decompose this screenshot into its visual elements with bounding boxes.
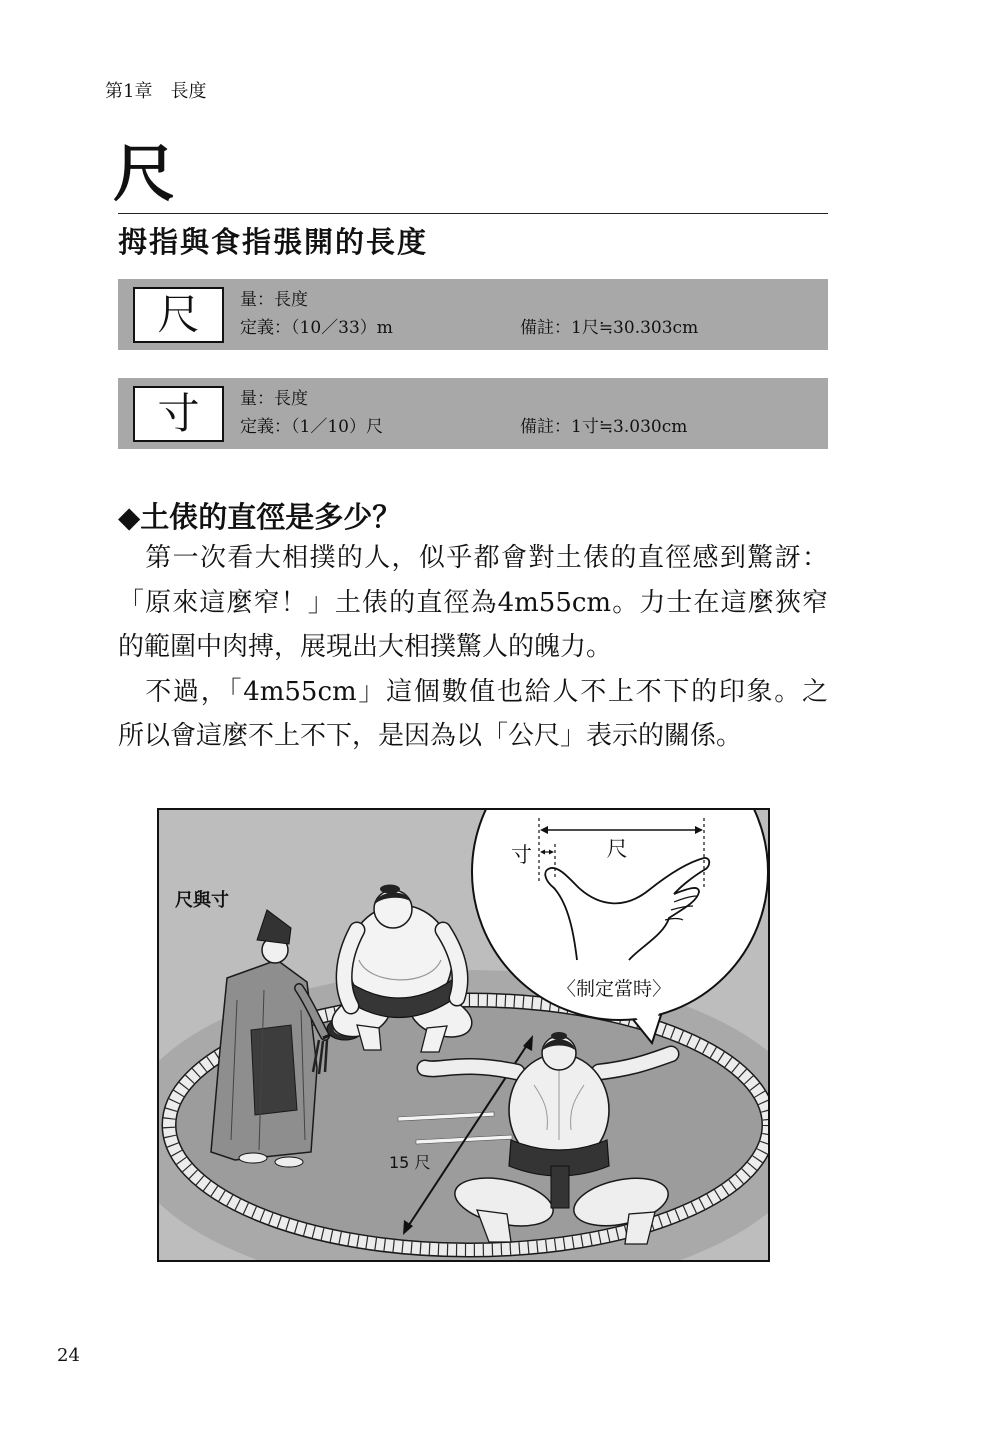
illustration-canvas <box>159 810 768 1260</box>
unit-note: 備註：1尺≒30.303cm <box>520 318 699 338</box>
unit-panel-shaku <box>118 279 828 350</box>
sumo-illustration <box>157 808 770 1262</box>
running-head: 第1章 長度 <box>105 81 207 102</box>
paragraph-line: 第一次看大相撲的人，似乎都會對土俵的直徑感到驚訝： <box>145 543 828 573</box>
diameter-label: 15 尺 <box>389 1153 431 1172</box>
shaku-label: 尺 <box>606 837 628 861</box>
unit-symbol: 尺 <box>133 287 224 343</box>
unit-quantity: 量：長度 <box>240 290 308 310</box>
bubble-caption: 〈制定當時〉 <box>556 978 672 1000</box>
section-heading: ◆土俵的直徑是多少？ <box>118 500 402 534</box>
unit-definition: 定義：（1／10）尺 <box>240 417 383 437</box>
illustration-title: 尺與寸 <box>175 890 229 911</box>
page-title: 尺 <box>113 137 176 210</box>
unit-note: 備註：1寸≒3.030cm <box>520 417 688 437</box>
page-number: 24 <box>57 1345 80 1366</box>
unit-quantity: 量：長度 <box>240 389 308 409</box>
paragraph-line: 的範圍中肉搏，展現出大相撲驚人的魄力。 <box>118 632 613 662</box>
body-text <box>118 536 828 759</box>
sun-label: 寸 <box>511 843 532 867</box>
paragraph-line: 所以會這麼不上不下，是因為以「公尺」表示的關係。 <box>118 721 743 751</box>
paragraph-line: 不過，「4m55cm」這個數值也給人不上不下的印象。之 <box>145 676 828 707</box>
subtitle: 拇指與食指張開的長度 <box>118 225 429 259</box>
unit-symbol: 寸 <box>133 386 224 442</box>
unit-panel-sun <box>118 378 828 449</box>
unit-definition: 定義：（10／33）m <box>240 318 393 338</box>
title-rule <box>118 213 828 214</box>
paragraph-line: 「原來這麼窄！」土俵的直徑為4m55cm。力士在這麼狹窄 <box>118 587 828 618</box>
